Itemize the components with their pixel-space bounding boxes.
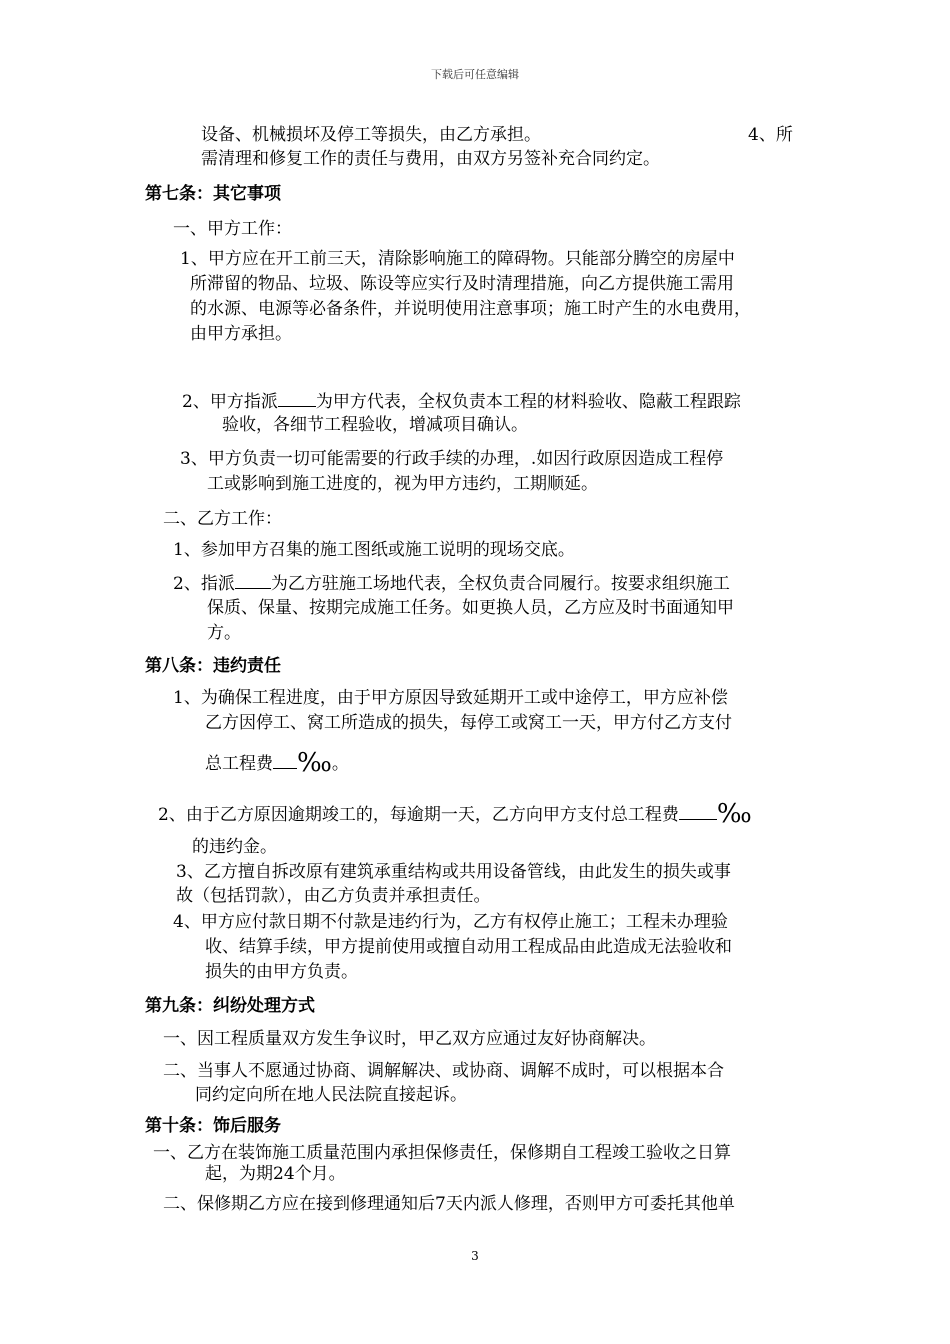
text-line: 同约定向所在地人民法院直接起诉。: [195, 1085, 467, 1105]
page-header: 下载后可任意编辑: [431, 68, 519, 81]
text-fragment: 总工程费: [205, 754, 273, 774]
text-fragment: 为乙方驻施工场地代表，全权负责合同履行。按要求组织施工: [270, 574, 730, 594]
text-line: 起，为期24个月。: [205, 1164, 346, 1184]
text-line: 由甲方承担。: [190, 324, 292, 344]
text-fragment: 2、甲方指派: [182, 392, 278, 412]
blank-field: [273, 752, 297, 769]
text-fragment: 2、指派: [173, 574, 235, 594]
text-line: [182, 390, 741, 413]
section-heading-10: 第十条：饰后服务: [145, 1116, 281, 1136]
blank-field: [679, 803, 717, 820]
text-fragment: 。: [331, 754, 349, 774]
text-line: 一、乙方在装饰施工质量范围内承担保修责任，保修期自工程竣工验收之日算: [153, 1143, 731, 1163]
text-line: 3、乙方擅自拆改原有建筑承重结构或共用设备管线，由此发生的损失或事: [176, 862, 731, 882]
text-line: 设备、机械损坏及停工等损失，由乙方承担。: [201, 125, 541, 145]
section-heading-9: 第九条：纠纷处理方式: [145, 996, 315, 1016]
section-heading-8: 第八条：违约责任: [145, 656, 281, 676]
per-mille-symbol: ‰: [297, 748, 332, 778]
text-line: 方。: [207, 623, 241, 643]
subsection-heading: 一、甲方工作：: [173, 219, 292, 239]
section-heading-7: 第七条：其它事项: [145, 184, 281, 204]
text-line: 一、因工程质量双方发生争议时，甲乙双方应通过友好协商解决。: [163, 1029, 656, 1049]
text-line: 1、甲方应在开工前三天，清除影响施工的障碍物。只能部分腾空的房屋中: [180, 249, 735, 269]
text-line: 二、当事人不愿通过协商、调解解决、或协商、调解不成时，可以根据本合: [163, 1061, 724, 1081]
text-line: 所滞留的物品、垃圾、陈设等应实行及时清理措施，向乙方提供施工需用: [190, 274, 734, 294]
text-line: 4、所: [748, 125, 793, 145]
text-line: 验收，各细节工程验收，增减项目确认。: [222, 415, 528, 435]
blank-field: [235, 572, 271, 589]
per-mille-symbol: ‰: [716, 799, 752, 829]
blank-field: [278, 390, 316, 407]
text-line: 需清理和修复工作的责任与费用，由双方另签补充合同约定。: [201, 149, 660, 169]
text-line: 的水源、电源等必备条件，并说明使用注意事项；施工时产生的水电费用，: [190, 299, 751, 319]
text-line: [205, 748, 349, 778]
text-line: 二、保修期乙方应在接到修理通知后7天内派人修理，否则甲方可委托其他单: [163, 1194, 735, 1214]
text-line: 保质、保量、按期完成施工任务。如更换人员，乙方应及时书面通知甲: [207, 598, 734, 618]
text-line: 1、参加甲方召集的施工图纸或施工说明的现场交底。: [173, 540, 575, 560]
text-line: 乙方因停工、窝工所造成的损失，每停工或窝工一天，甲方付乙方支付: [205, 713, 732, 733]
text-line: 故（包括罚款），由乙方负责并承担责任。: [176, 886, 491, 906]
text-line: 工或影响到施工进度的，视为甲方违约，工期顺延。: [207, 474, 598, 494]
text-line: 1、为确保工程进度，由于甲方原因导致延期开工或中途停工，甲方应补偿: [173, 688, 728, 708]
text-line: 损失的由甲方负责。: [205, 962, 358, 982]
text-fragment: 为甲方代表，全权负责本工程的材料验收、隐蔽工程跟踪: [315, 392, 741, 412]
subsection-heading: 二、乙方工作：: [163, 509, 282, 529]
text-line: 的违约金。: [192, 837, 277, 857]
text-line: 3、甲方负责一切可能需要的行政手续的办理，.如因行政原因造成工程停: [180, 449, 724, 469]
page-number: 3: [471, 1249, 479, 1263]
text-line: [173, 572, 730, 595]
text-line: [158, 799, 752, 829]
text-line: 收、结算手续，甲方提前使用或擅自动用工程成品由此造成无法验收和: [205, 937, 732, 957]
text-fragment: 2、由于乙方原因逾期竣工的，每逾期一天，乙方向甲方支付总工程费: [158, 805, 679, 825]
text-line: 4、甲方应付款日期不付款是违约行为，乙方有权停止施工；工程未办理验: [173, 912, 728, 932]
